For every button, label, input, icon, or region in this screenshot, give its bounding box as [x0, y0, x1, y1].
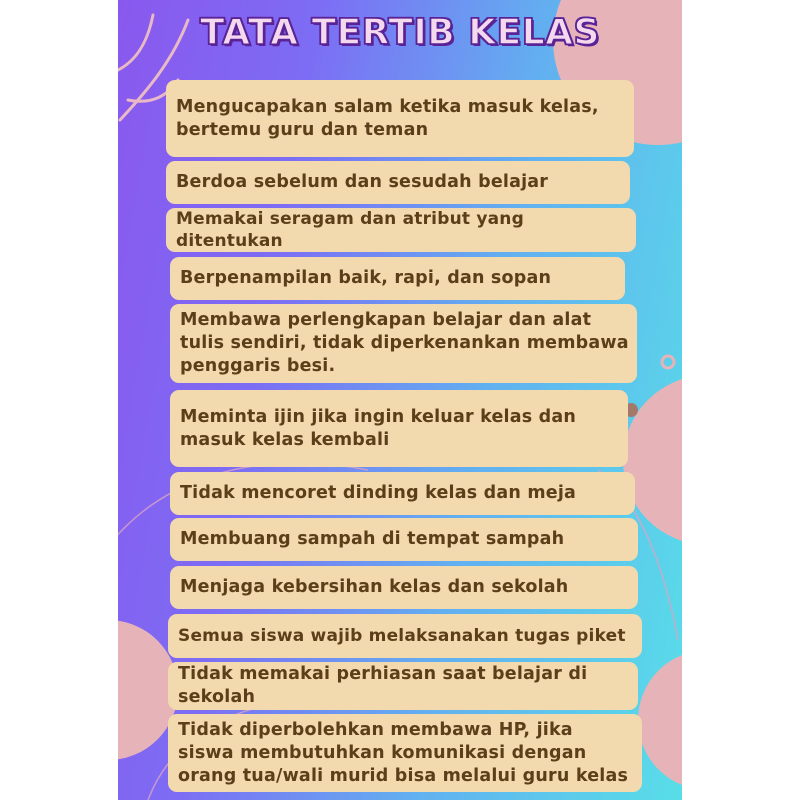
- rule-text: Semua siswa wajib melaksanakan tugas piket: [178, 625, 626, 646]
- page-title: TATA TERTIB KELAS: [200, 12, 600, 53]
- rule-card: [170, 472, 635, 515]
- rule-text: Berdoa sebelum dan sesudah belajar: [176, 172, 549, 192]
- rule-card: [166, 208, 636, 252]
- rule-card: [170, 257, 625, 300]
- rule-card: [168, 714, 642, 792]
- rule-card: [170, 566, 638, 609]
- rule-text: Membuang sampah di tempat sampah: [180, 529, 565, 549]
- rule-card: [168, 614, 642, 658]
- rule-text: Membawa perlengkapan belajar dan alat tulis sendiri, tidak diperkenankan membawa penggaris besi.: [180, 310, 629, 376]
- small-ring-icon-2: [662, 356, 674, 368]
- rule-card: [166, 80, 634, 157]
- rule-text: Mengucapakan salam ketika masuk kelas, bertemu guru dan teman: [176, 96, 599, 140]
- rule-text: Memakai seragam dan atribut yang ditentukan: [176, 208, 524, 251]
- rule-card: [168, 662, 638, 710]
- rule-card: [170, 390, 628, 467]
- rule-text: Meminta ijin jika ingin keluar kelas dan masuk kelas kembali: [180, 406, 577, 450]
- rule-text: Tidak diperbolehkan membawa HP, jika siswa membutuhkan komunikasi dengan orang tua/wali murid bisa melalui guru kelas: [178, 719, 629, 786]
- pink-blob-bottom-right: [638, 650, 682, 790]
- rule-card: [166, 161, 630, 204]
- rule-text: Berpenampilan baik, rapi, dan sopan: [180, 268, 552, 288]
- rule-text: Tidak mencoret dinding kelas dan meja: [180, 483, 577, 503]
- rule-text: Menjaga kebersihan kelas dan sekolah: [180, 577, 569, 597]
- rule-card: [170, 304, 637, 383]
- rule-card: [170, 518, 638, 561]
- poster: [118, 0, 682, 800]
- rule-text: Tidak memakai perhiasan saat belajar di sekolah: [178, 664, 588, 707]
